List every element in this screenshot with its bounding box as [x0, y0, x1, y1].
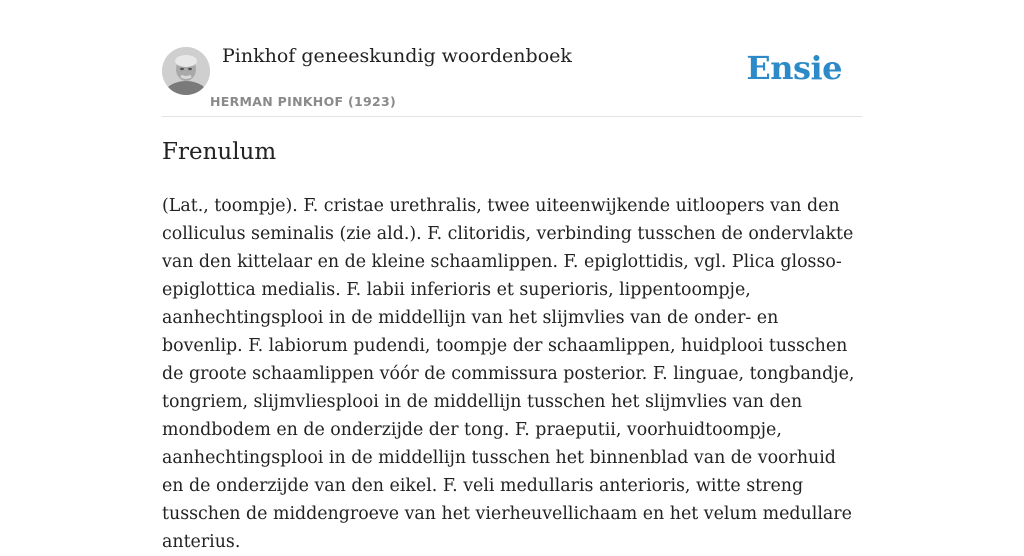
book-title[interactable]: Pinkhof geneeskundig woordenboek [222, 45, 572, 67]
entry-title: Frenulum [162, 139, 277, 165]
header [162, 0, 862, 117]
page [162, 0, 862, 552]
author-portrait-icon [162, 47, 210, 95]
author-avatar [162, 47, 210, 95]
ensie-logo-link[interactable]: Ensie [746, 49, 842, 87]
entry-body: (Lat., toompje). F. cristae urethralis, twee uiteenwijkende uitloopers van den colliculus seminalis (zie ald.). F. clitoridis, verbinding tusschen de ondervlakte van den kittelaar en de kleine schaamlippen. F. epiglottidis, vgl. Plica glosso-epiglottica medialis. F. labii inferioris et superioris, lippentoompje, aanhechtingsplooi in de middellijn van het slijmvlies van de onder- en bovenlip. F. labiorum pudendi, toompje der schaamlippen, huidplooi tusschen de groote schaamlippen vóór de commissura posterior. F. linguae, tongbandje, tongriem, slijmvliesplooi in de middellijn tusschen het slijmvlies van den mondbodem en de onderzijde der tong. F. praeputii, voorhuidtoompje, aanhechtingsplooi in de middellijn tusschen het binnenblad van de voorhuid en de onderzijde van den eikel. F. veli medullaris anterioris, witte streng tusschen de middengroeve van het vierheuvellichaam en het velum medullare anterius. [162, 196, 855, 552]
author-name[interactable]: HERMAN PINKHOF (1923) [210, 94, 397, 109]
